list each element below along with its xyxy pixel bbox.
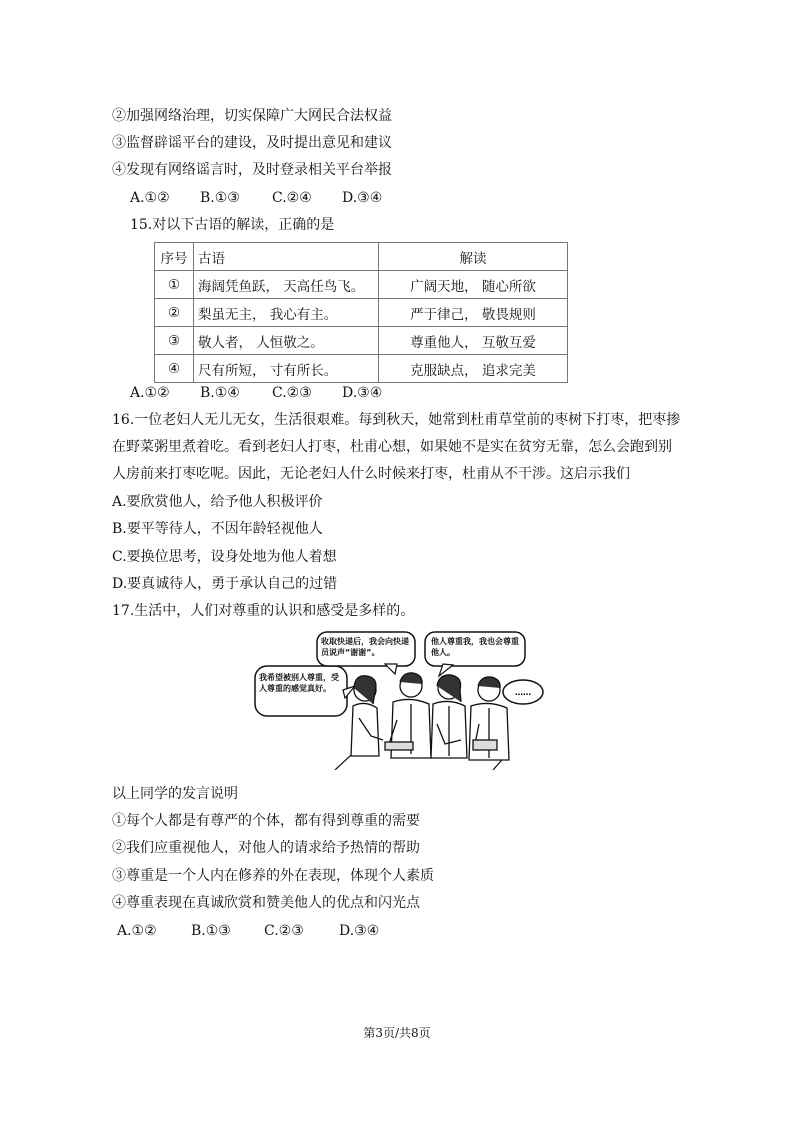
q16-stem-line-1: 16.一位老妇人无儿无女，生活很艰难。每到秋天，她常到杜甫草堂前的枣树下打枣，把枣掺 (112, 412, 681, 428)
q16-option-c: C.要换位思考，设身处地为他人着想 (112, 549, 337, 565)
q15-option-a: A.①② (130, 385, 170, 401)
q17-statement-1: ①每个人都是有尊严的个体，都有得到尊重的需要 (112, 813, 420, 829)
q15-stem: 15.对以下古语的解读，正确的是 (130, 217, 335, 233)
q15-option-c: C.②③ (272, 385, 312, 401)
q16-stem-line-2: 在野菜粥里煮着吃。看到老妇人打枣，杜甫心想，如果她不是实在贫穷无靠，怎么会跑到别 (112, 439, 672, 455)
row-ancient: 尺有所短， 寸有所长。 (194, 355, 379, 383)
header-ancient: 古语 (194, 243, 379, 271)
q14-statement-3: ③监督辟谣平台的建设，及时提出意见和建议 (112, 135, 392, 151)
q14-statement-4: ④发现有网络谣言时，及时登录相关平台举报 (112, 162, 392, 178)
student-boy-center (385, 673, 431, 758)
q15-option-d: D.③④ (342, 385, 383, 401)
q14-option-c: C.②④ (272, 190, 312, 206)
row-ancient: 海阔凭鱼跃， 天高任鸟飞。 (194, 271, 379, 299)
row-interpretation: 严于律己， 敬畏规则 (379, 299, 568, 327)
q14-option-d: D.③④ (342, 190, 383, 206)
q16-option-d: D.要真诚待人，勇于承认自己的过错 (112, 576, 338, 592)
q17-options (117, 921, 379, 941)
q17-statement-3: ③尊重是一个人内在修养的外在表现，体现个人素质 (112, 868, 434, 884)
row-ancient: 敬人者， 人恒敬之。 (194, 327, 379, 355)
students-illustration (247, 628, 545, 770)
q17-stem: 17.生活中，人们对尊重的认识和感受是多样的。 (112, 603, 415, 619)
q17-lead: 以上同学的发言说明 (112, 786, 238, 802)
speech-bubble-far-right (503, 680, 543, 704)
page-footer: 第3页/共8页 (363, 1026, 431, 1040)
q17-option-a: A.①② (117, 923, 157, 939)
header-interpretation: 解读 (379, 243, 568, 271)
q14-options (130, 188, 382, 208)
q17-option-b: B.①③ (191, 923, 231, 939)
q16-option-a: A.要欣赏他人，给予他人积极评价 (112, 494, 323, 510)
q17-option-d: D.③④ (339, 923, 380, 939)
row-number: ④ (155, 355, 194, 383)
student-girl-left (351, 676, 383, 756)
q14-option-a: A.①② (130, 190, 170, 206)
table-row (155, 355, 568, 383)
q17-statement-2: ②我们应重视他人，对他人的请求给予热情的帮助 (112, 840, 420, 856)
speech-bubble-left (255, 666, 355, 716)
speech-bubble-right-text: 他人尊重我，我也会尊重他人。 (431, 637, 519, 657)
q15-options (130, 383, 382, 403)
student-girl-right (431, 675, 467, 758)
row-number: ③ (155, 327, 194, 355)
q16-option-b: B.要平等待人，不因年龄轻视他人 (112, 521, 323, 537)
row-interpretation: 克服缺点， 追求完美 (379, 355, 568, 383)
table-row (155, 327, 568, 355)
table-row (155, 299, 568, 327)
row-number: ① (155, 271, 194, 299)
q15-table (154, 242, 568, 383)
q17-option-c: C.②③ (264, 923, 304, 939)
q14-statement-2: ②加强网络治理，切实保障广大网民合法权益 (112, 108, 392, 124)
table-header-row (155, 243, 568, 271)
speech-bubble-center-text: 收取快递后，我会向快递员说声“谢谢”。 (321, 637, 409, 657)
q16-stem-line-3: 人房前来打枣吃呢。因此，无论老妇人什么时候来打枣，杜甫从不干涉。这启示我们 (112, 466, 630, 482)
row-number: ② (155, 299, 194, 327)
speech-bubble-right (425, 632, 525, 676)
header-number: 序号 (155, 243, 194, 271)
row-interpretation: 尊重他人， 互敬互爱 (379, 327, 568, 355)
row-interpretation: 广阔天地， 随心所欲 (379, 271, 568, 299)
table-row (155, 271, 568, 299)
row-ancient: 梨虽无主， 我心有主。 (194, 299, 379, 327)
q17-statement-4: ④尊重表现在真诚欣赏和赞美他人的优点和闪光点 (112, 895, 420, 911)
q15-option-b: B.①④ (200, 385, 240, 401)
q14-option-b: B.①③ (200, 190, 240, 206)
speech-bubble-left-text: 我希望被别人尊重，受人尊重的感觉真好。 (259, 673, 339, 693)
speech-bubble-far-right-text: …… (515, 688, 531, 697)
